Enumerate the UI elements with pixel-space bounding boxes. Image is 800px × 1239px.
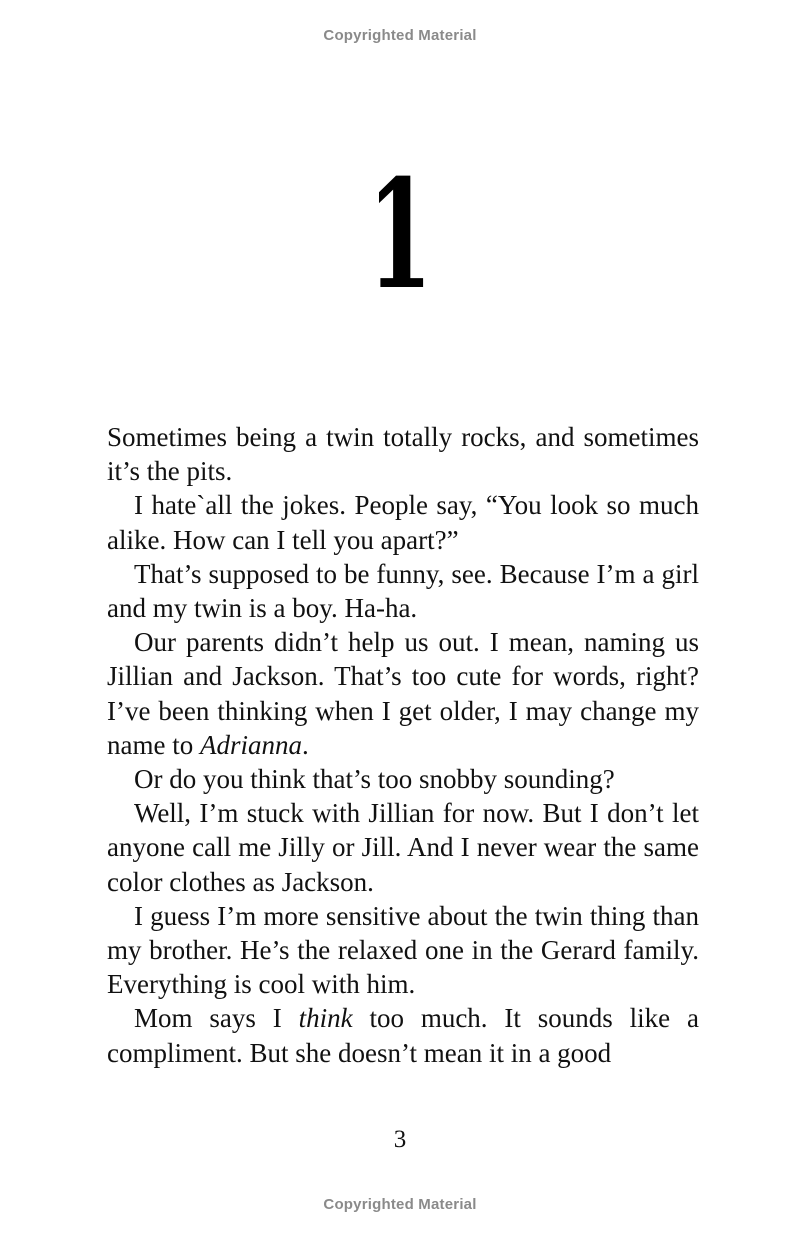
paragraph xyxy=(107,796,699,899)
watermark-bottom: Copyrighted Material xyxy=(323,1196,477,1213)
paragraph xyxy=(107,899,699,1002)
paragraph-text: Or do you think that’s too snobby sounding? xyxy=(134,764,615,795)
chapter-number: 1 xyxy=(367,147,433,323)
paragraph-text: Sometimes being a twin totally rocks, and sometimes it’s the pits. xyxy=(107,422,699,487)
paragraph-text: . xyxy=(302,729,309,760)
paragraph-text: Our parents didn’t help us out. I mean, naming us Jillian and Jackson. That’s too cute for words, right? I’ve been thinking when I get older, I may change my name to xyxy=(107,627,699,760)
italic-emphasis: think xyxy=(298,1003,353,1034)
watermark-top: Copyrighted Material xyxy=(323,27,477,44)
italic-name: Adrianna xyxy=(199,729,302,760)
paragraph-text: too much. It sounds like a compliment. But she doesn’t mean it in a good xyxy=(107,1003,699,1068)
paragraph-text: I guess I’m more sensitive about the twin thing than my brother. He’s the relaxed one in the Gerard family. Everything is cool with him. xyxy=(107,900,699,1000)
paragraph xyxy=(107,762,699,796)
paragraph xyxy=(107,420,699,488)
paragraph-text: Well, I’m stuck with Jillian for now. But I don’t let anyone call me Jilly or Jill. And I never wear the same color clothes as Jackson. xyxy=(107,798,699,897)
page-number: 3 xyxy=(393,1126,407,1153)
paragraph-text: I hate`all the jokes. People say, “You look so much alike. How can I tell you apart?” xyxy=(107,490,699,555)
paragraph xyxy=(107,625,699,762)
paragraph-text: That’s supposed to be funny, see. Because I’m a girl and my twin is a boy. Ha-ha. xyxy=(107,558,699,624)
chapter-body xyxy=(107,420,699,1070)
paragraph-text: Mom says I xyxy=(134,1003,299,1034)
paragraph xyxy=(107,488,699,556)
paragraph xyxy=(107,557,699,625)
paragraph xyxy=(107,1001,699,1069)
